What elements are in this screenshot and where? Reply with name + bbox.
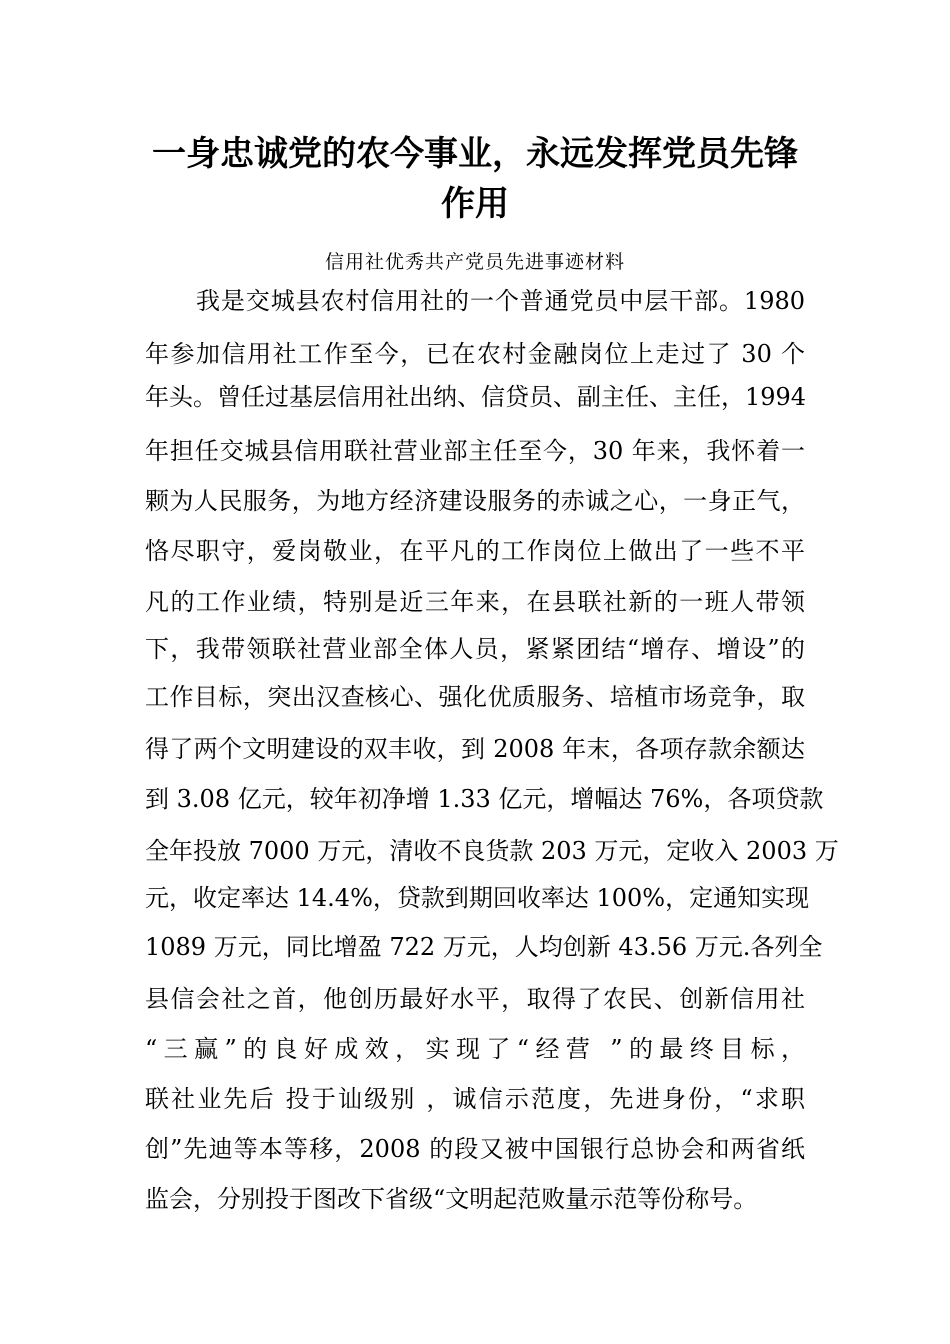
body-line: 颗为人民服务，为地方经济建设服务的赤诚之心，一身正气，	[145, 487, 805, 515]
body-line: 1089 万元，同比增盈 722 万元，人均创新 43.56 万元.各列全	[145, 933, 823, 961]
document-title-line-1: 一身忠诚党的农今事业，永远发挥党员先锋	[152, 134, 798, 174]
body-line: 监会，分别投于图改下省级“文明起范败量示范等份称号。	[145, 1185, 758, 1213]
body-line: 年头。曾任过基层信用社出纳、信贷员、副主任、主任，1994	[145, 383, 807, 411]
body-line: 创”先迪等本等移，2008 的段又被中国银行总协会和两省纸	[145, 1135, 805, 1163]
body-line: 下，我带领联社营业部全体人员，紧紧团结“增存、增设”的	[145, 635, 805, 663]
body-line: 年参加信用社工作至今，已在农村金融岗位上走过了 30 个	[145, 340, 805, 368]
body-line: 得了两个文明建设的双丰收，到 2008 年末，各项存款余额达	[145, 735, 805, 763]
body-line: 全年投放 7000 万元，清收不良货款 203 万元，定收入 2003 万	[145, 837, 839, 865]
document-subtitle: 信用社优秀共产党员先进事迹材料	[324, 251, 625, 273]
body-line: 联社业先后 投于讪级别 ，诚信示范度，先进身份，“求职	[145, 1085, 805, 1113]
body-line: 到 3.08 亿元，较年初净增 1.33 亿元，增幅达 76%，各项贷款	[145, 785, 824, 813]
document-title-line-2: 作用	[441, 184, 509, 224]
body-line: 县信会社之首，他创历最好水平，取得了农民、创新信用社	[145, 985, 805, 1013]
body-line: 元，收定率达 14.4%，贷款到期回收率达 100%，定通知实现	[145, 884, 810, 912]
body-line: 工作目标，突出汉查核心、强化优质服务、培植市场竞争，取	[145, 683, 805, 711]
body-line: 我是交城县农村信用社的一个普通党员中层干部。1980	[196, 287, 805, 315]
body-line: “三赢”的良好成效，实现了“经营 ”的最终目标，	[145, 1035, 805, 1063]
body-line: 凡的工作业绩，特别是近三年来，在县联社新的一班人带领	[145, 588, 805, 616]
body-line: 恪尽职守，爱岗敬业，在平凡的工作岗位上做出了一些不平	[145, 537, 805, 565]
body-line: 年担任交城县信用联社营业部主任至今，30 年来，我怀着一	[145, 437, 805, 465]
